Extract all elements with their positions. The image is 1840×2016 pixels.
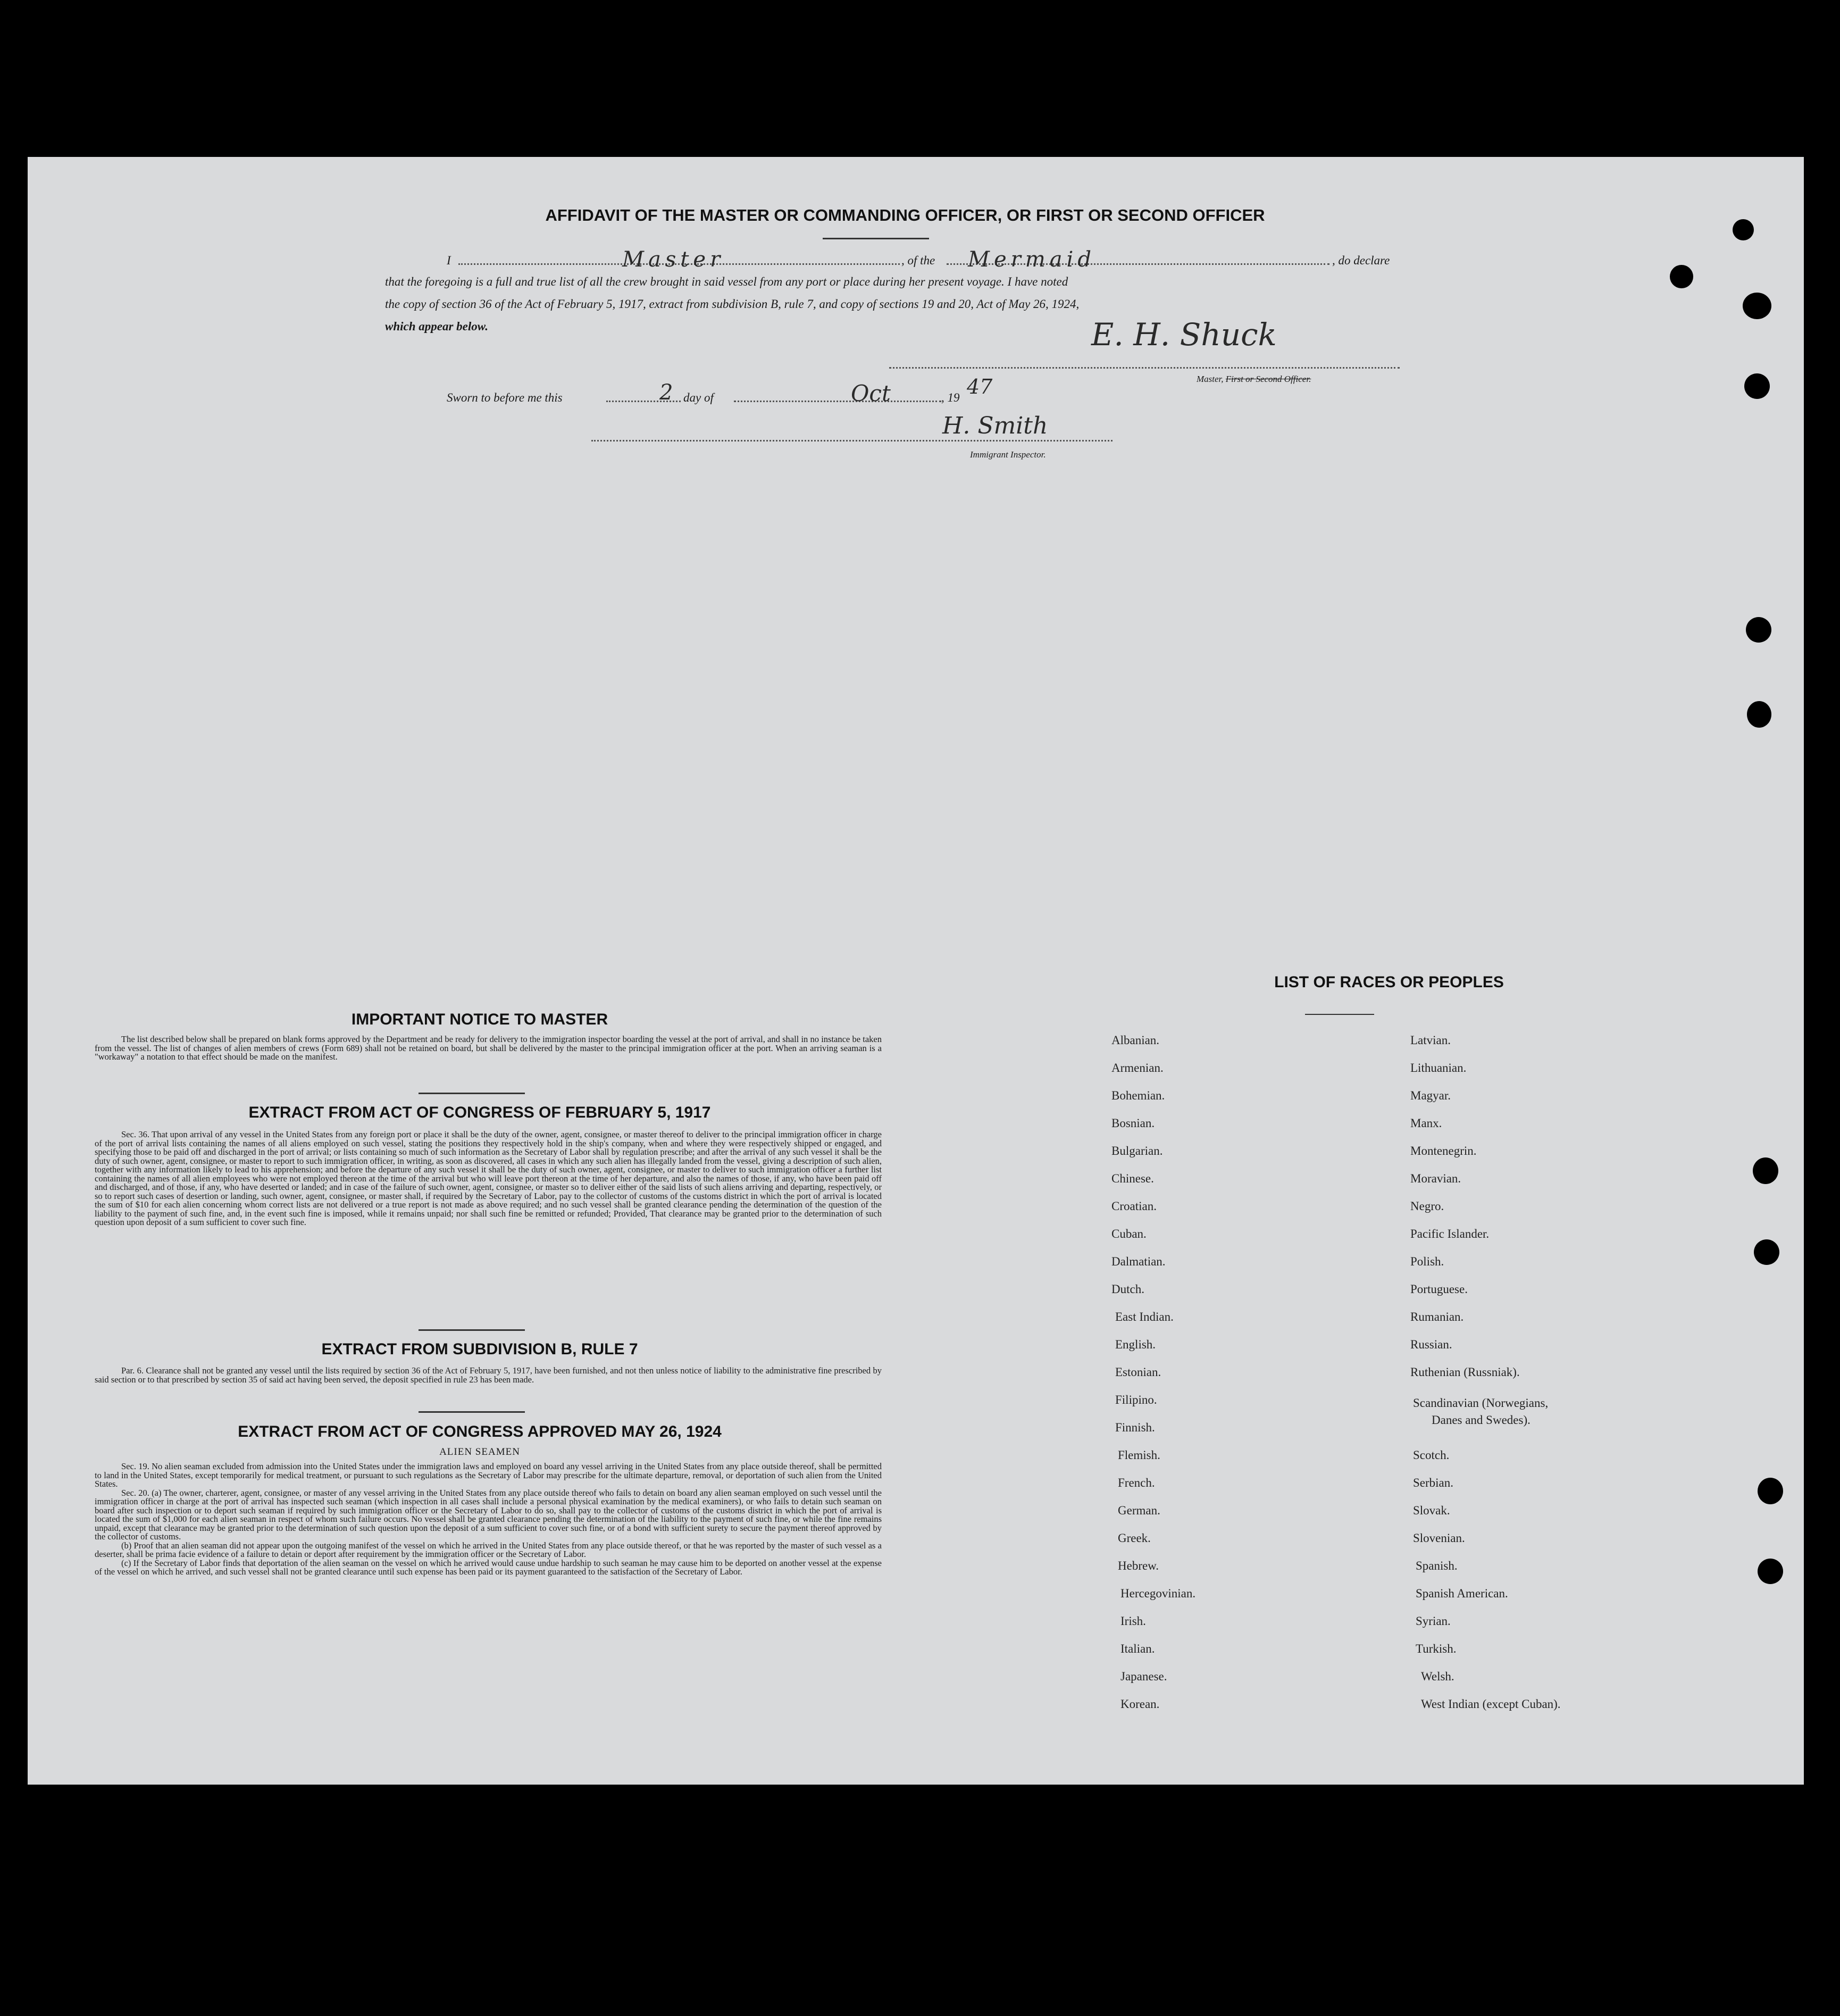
- race-item: Portuguese.: [1410, 1282, 1468, 1296]
- race-item: Bulgarian.: [1111, 1144, 1163, 1157]
- race-item: Syrian.: [1416, 1614, 1451, 1628]
- section-36-paragraph: Sec. 36. That upon arrival of any vessel in the United States from any foreign port or place it shall be the duty of the owner, agent, consignee, or master thereof to deliver to the principal immigration officer in charge of the port of arrival lists containing the names of all aliens employed on such vessel, stating the positions they respectively hold in the ship's company, when and where they were respectively shipped or engaged, and specifying those to be paid off and discharged in the port of arrival; or lists containing so much of such information as the Secretary of Labor shall by regulation prescribe; and after the arrival of any such vessel it shall be the duty of such owner, agent, consignee, or master to report to such immigration officer, in writing, as soon as discovered, all cases in which any such alien has illegally landed from the vessel, giving a description of such alien, together with any information likely to lead to his apprehension; and before the departure of any such vessel it shall be the duty of such owner, agent, consignee, or master to deliver to such immigration officer a further list containing the names of all alien employees who were not employed thereon at the time of the arrival but who will leave port thereon at the time of her departure, and also the names of those, if any, who have been paid off and discharged, and of those, if any, who have deserted or landed; and in case of the failure of such owner, agent, consignee, or master so to deliver either of the said lists of such aliens arriving and departing, respectively, or so to report such cases of desertion or landing, such owner, agent, consignee, or master shall, if required by the Secretary of Labor, pay to the collector of customs of the customs district in which the port of arrival is located the sum of $10 for each alien concerning whom correct lists are not delivered or a true report is not made as above required; and no such vessel shall be granted clearance pending the determination of the question of the liability to the payment of such fine, and, in the event such fine is imposed, while it remains unpaid; nor shall such fine be remitted or refunded; Provided, That clearance may be granted prior to the determination of such question upon deposit of a sum sufficient to cover such fine.: [95, 1129, 882, 1227]
- race-item: Slovak.: [1413, 1504, 1450, 1517]
- binder-hole: [1758, 1478, 1783, 1504]
- section-20a-paragraph: Sec. 20. (a) The owner, charterer, agent, consignee, or master of any vessel arriving in the United States from any place outside thereof who fails to detain on board any alien seaman employed on such vessel until the immigration officer in charge at the port of arrival has inspected such seaman (which inspection in all cases shall include a personal physical examination by the medical examiners), or who fails to detain such seaman on board after such inspection or to deport such seaman if required by such immigration officer or the Secretary of Labor to do so, shall pay to the collector of customs of the customs district in which the port of arrival is located the sum of $1,000 for each alien seaman in respect of whom such failure occurs. No vessel shall be granted clearance pending the determination of the liability to the payment of such fine, or while the fine remains unpaid, except that clearance may be granted prior to the determination of such question upon the deposit of a sum sufficient to cover such fine, or of a bond with sufficient surety to secure the payment thereof approved by the collector of customs.: [95, 1487, 882, 1542]
- race-item: Filipino.: [1115, 1393, 1157, 1406]
- race-item: Spanish American.: [1416, 1587, 1508, 1600]
- race-item: Turkish.: [1416, 1642, 1457, 1655]
- affidavit-line2: that the foregoing is a full and true list of all the crew brought in said vessel from any port or place during her present voyage. I have noted: [385, 275, 1068, 288]
- notice-paragraph: The list described below shall be prepared on blank forms approved by the Department and be ready for delivery to the immigration inspector boarding the vessel at the port of arrival, and shall in no instance be taken from the vessel. The list of changes of alien members of crews (Form 689) shall not be retained on board, but shall be delivered by the master to the principal immigration officer at the port. When an arriving seaman is a "workaway" a notation to that effect should be made on the manifest.: [95, 1034, 882, 1062]
- race-item: Dalmatian.: [1111, 1255, 1166, 1268]
- extract-1917-title: EXTRACT FROM ACT OF CONGRESS OF FEBRUARY 5, 1917: [248, 1104, 711, 1121]
- race-item: East Indian.: [1115, 1310, 1174, 1323]
- race-item: Greek.: [1118, 1531, 1151, 1545]
- race-item: Serbian.: [1413, 1476, 1454, 1489]
- signature-caption: [1197, 374, 1311, 385]
- race-item: Finnish.: [1115, 1421, 1155, 1434]
- race-item: Montenegrin.: [1410, 1144, 1477, 1157]
- binder-hole: [1670, 265, 1693, 288]
- race-item: Spanish.: [1416, 1559, 1458, 1572]
- vessel-value: Mermaid: [968, 247, 1095, 272]
- title-divider: [823, 238, 929, 239]
- race-item: Cuban.: [1111, 1227, 1147, 1240]
- affidavit-line4: which appear below.: [385, 320, 489, 333]
- paragraph-6: Par. 6. Clearance shall not be granted any vessel until the lists required by section 36 of the Act of February 5, 1917, have been furnished, and not then unless notice of liability to the administrative fine prescribed by said section or to that prescribed by section 35 of said act having been served, the deposit specified in rule 23 has been made.: [95, 1365, 882, 1385]
- rule-7-divider: [419, 1411, 525, 1413]
- race-item: Scandinavian (Norwegians,: [1413, 1396, 1549, 1410]
- race-item: Croatian.: [1111, 1199, 1157, 1213]
- binder-hole: [1746, 617, 1771, 643]
- race-item: Hercegovinian.: [1120, 1587, 1196, 1600]
- binder-hole: [1744, 373, 1770, 399]
- affidavit-line1: [447, 247, 1415, 274]
- document-sheet: [28, 157, 1804, 1785]
- race-item: Bosnian.: [1111, 1117, 1155, 1130]
- prefix-i: I: [447, 254, 451, 267]
- race-item: Albanian.: [1111, 1034, 1160, 1047]
- race-item: Ruthenian (Russniak).: [1410, 1365, 1520, 1379]
- signature-caption-master: Master,: [1197, 374, 1224, 384]
- race-item: Slovenian.: [1413, 1531, 1465, 1545]
- race-item: Negro.: [1410, 1199, 1444, 1213]
- notice-title: IMPORTANT NOTICE TO MASTER: [351, 1011, 608, 1028]
- notice-divider: [419, 1093, 525, 1094]
- notice-text: [95, 1035, 882, 1062]
- race-item: Armenian.: [1111, 1061, 1164, 1074]
- master-signature: E. H. Shuck: [1091, 316, 1277, 353]
- race-item: Pacific Islander.: [1410, 1227, 1490, 1240]
- year-prefix: , 19: [941, 391, 960, 404]
- race-item: Japanese.: [1120, 1670, 1167, 1683]
- year-value: 47: [967, 375, 993, 398]
- race-item: Bohemian.: [1111, 1089, 1165, 1102]
- affidavit-title: AFFIDAVIT OF THE MASTER OR COMMANDING OFFICER, OR FIRST OR SECOND OFFICER: [545, 206, 1265, 224]
- binder-hole: [1743, 293, 1771, 319]
- section-20c-paragraph: (c) If the Secretary of Labor finds that deportation of the alien seaman on the vessel on which he arrived would cause undue hardship to such seaman he may cause him to be deported on another vessel at the expense of the vessel on which he arrived, and such vessel shall not be granted clearance until such expense has been paid or its payment guaranteed to the satisfaction of the Secretary of Labor.: [95, 1557, 882, 1577]
- race-item: Dutch.: [1111, 1282, 1144, 1296]
- race-item: Magyar.: [1410, 1089, 1451, 1102]
- sworn-line: [447, 375, 1111, 407]
- binder-hole: [1758, 1559, 1783, 1584]
- inspector-dotted-line: [591, 439, 1113, 441]
- race-item: Chinese.: [1111, 1172, 1154, 1185]
- race-item: French.: [1118, 1476, 1155, 1489]
- races-title: LIST OF RACES OR PEOPLES: [1274, 973, 1504, 991]
- extract-1917-text: [95, 1130, 882, 1227]
- races-divider: [1305, 1014, 1374, 1015]
- binder-hole: [1754, 1239, 1779, 1265]
- race-item: English.: [1115, 1338, 1156, 1351]
- race-item: Korean.: [1120, 1697, 1160, 1711]
- race-item: West Indian (except Cuban).: [1421, 1697, 1561, 1711]
- signature-dotted-line: [889, 366, 1400, 369]
- binder-hole: [1747, 701, 1771, 728]
- signature-caption-struck: First or Second Officer.: [1225, 374, 1311, 384]
- month-value: Oct: [851, 380, 891, 406]
- section-19-paragraph: Sec. 19. No alien seaman excluded from admission into the United States under the immigration laws and employed on board any vessel arriving in the United States from any place outside thereof, shall be permitted to land in the United States, except temporarily for medical treatment, or pursuant to such regulations as the Secretary of Labor may prescribe for the ultimate departure, removal, or deportation of such alien from the United States.: [95, 1461, 882, 1489]
- extract-1917-divider: [419, 1329, 525, 1331]
- race-item: Polish.: [1410, 1255, 1444, 1268]
- race-item: Rumanian.: [1410, 1310, 1464, 1323]
- section-20b-paragraph: (b) Proof that an alien seaman did not appear upon the outgoing manifest of the vessel on which he arrived in the United States from any place outside thereof, or that he was reported by the master of such vessel as a deserter, shall be prima facie evidence of a failure to detain or deport after requirement by the immigration officer or the Secretary of Labor.: [95, 1540, 882, 1559]
- race-item: Russian.: [1410, 1338, 1452, 1351]
- of-the-label: , of the: [901, 254, 935, 267]
- month-dotted-line: [734, 399, 941, 402]
- race-item: Hebrew.: [1118, 1559, 1159, 1572]
- affidavit-line3: the copy of section 36 of the Act of February 5, 1917, extract from subdivision B, rule 7, and copy of sections 19 and 20, Act of May 26, 1924,: [385, 297, 1080, 311]
- day-of-label: day of: [683, 391, 714, 404]
- inspector-caption: Immigrant Inspector.: [970, 449, 1046, 460]
- race-item: Estonian.: [1115, 1365, 1161, 1379]
- race-item: Flemish.: [1118, 1448, 1160, 1462]
- binder-hole: [1753, 1157, 1778, 1184]
- rank-value: Master: [622, 247, 725, 272]
- day-value: 2: [659, 380, 673, 405]
- do-declare-label: , do declare: [1332, 254, 1390, 267]
- extract-1924-title: EXTRACT FROM ACT OF CONGRESS APPROVED MAY 26, 1924: [238, 1423, 722, 1440]
- race-item: German.: [1118, 1504, 1160, 1517]
- alien-seamen-subtitle: ALIEN SEAMEN: [439, 1446, 520, 1457]
- race-item: Lithuanian.: [1410, 1061, 1467, 1074]
- binder-hole: [1733, 219, 1754, 240]
- inspector-signature: H. Smith: [942, 412, 1048, 439]
- rule-7-title: EXTRACT FROM SUBDIVISION B, RULE 7: [321, 1340, 638, 1358]
- race-item: Welsh.: [1421, 1670, 1454, 1683]
- race-item: Scotch.: [1413, 1448, 1450, 1462]
- race-item: Moravian.: [1410, 1172, 1461, 1185]
- race-item: Latvian.: [1410, 1034, 1451, 1047]
- sworn-prefix: Sworn to before me this: [447, 391, 563, 404]
- race-item: Italian.: [1120, 1642, 1155, 1655]
- extract-1924-text: [95, 1462, 882, 1577]
- race-item: Danes and Swedes).: [1432, 1413, 1530, 1427]
- race-item: Irish.: [1120, 1614, 1146, 1628]
- race-item: Manx.: [1410, 1117, 1442, 1130]
- rule-7-text: [95, 1367, 882, 1384]
